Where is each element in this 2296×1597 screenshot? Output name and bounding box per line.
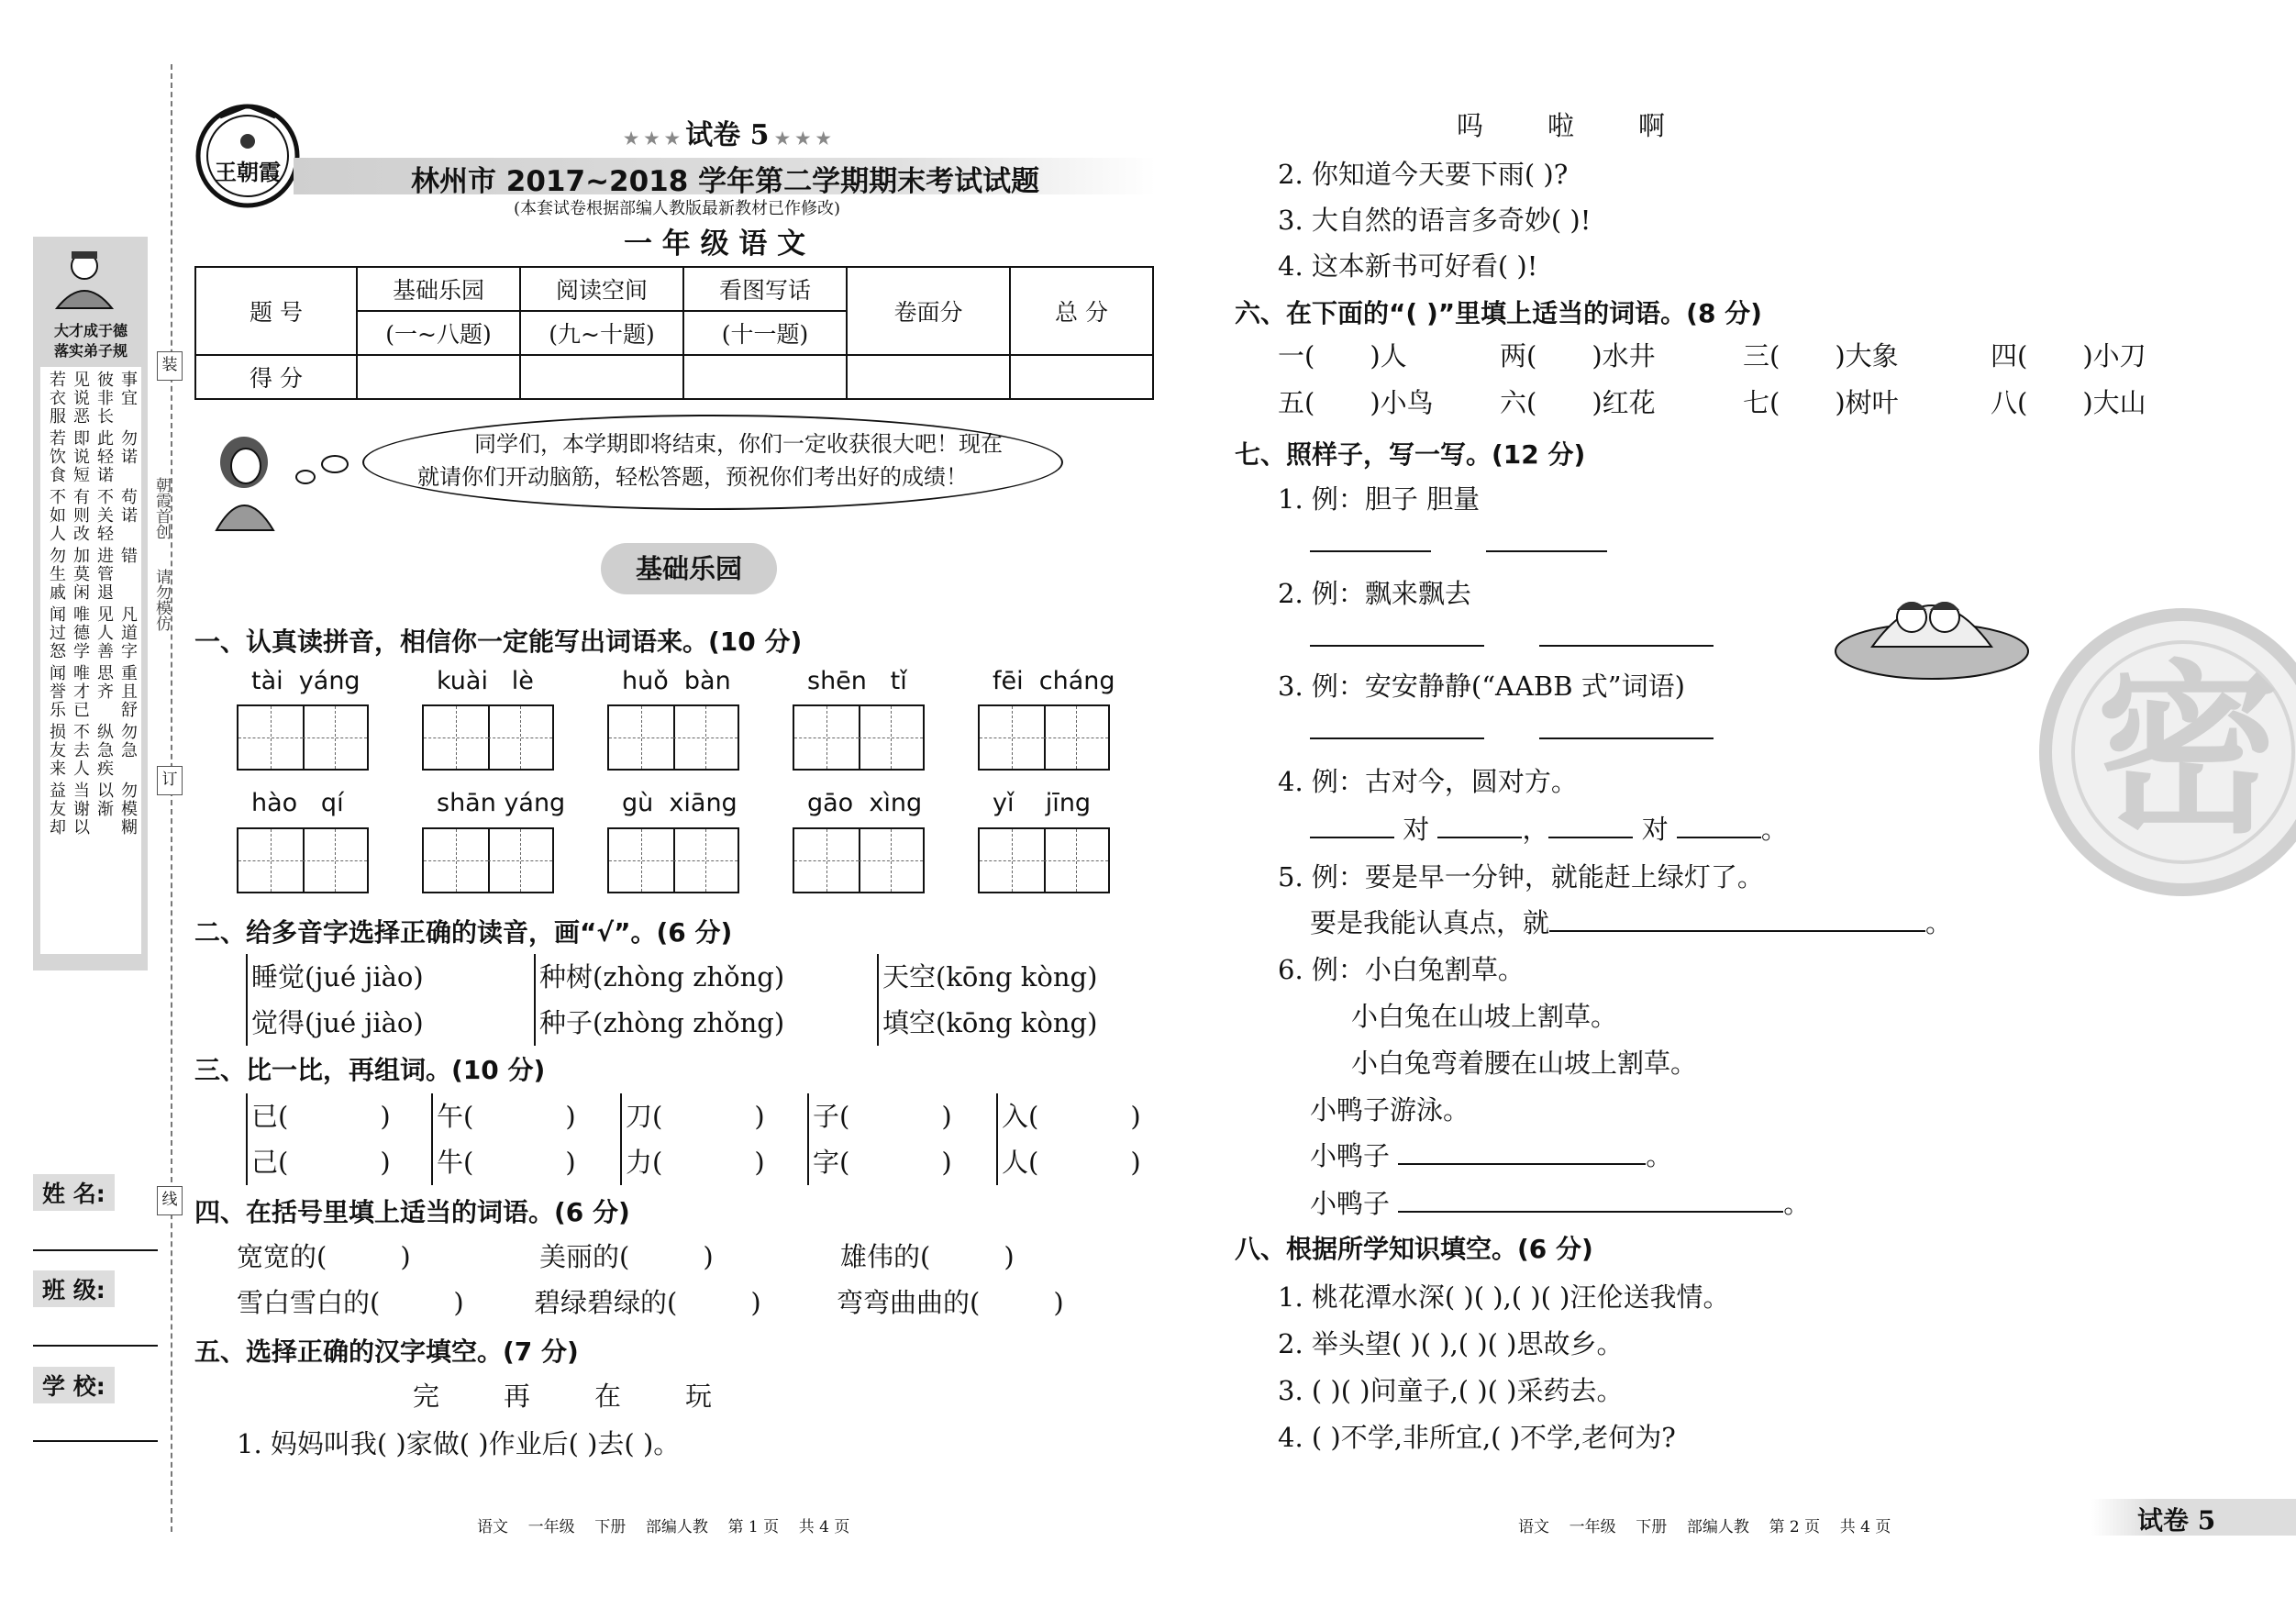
q7-blank[interactable] — [1677, 813, 1761, 838]
q7-example6: 6. 例：小白兔割草。 — [1278, 954, 1525, 985]
q7-blank[interactable] — [1398, 1139, 1646, 1165]
bubble-line2: 就请你们开动脑筋，轻松答题，预祝你们考出好的成绩！ — [417, 464, 968, 490]
q5-title: 五、选择正确的汉字填空。(7 分) — [194, 1336, 579, 1367]
q4-word: 宽宽的( — [237, 1241, 327, 1272]
q2-word: 种子(zhòng zhǒng) — [539, 1007, 785, 1038]
q1-title: 一、认真读拼音，相信你一定能写出词语来。(10 分) — [194, 627, 803, 657]
q7-example6-b: 小白兔弯着腰在山坡上割草。 — [1351, 1048, 1698, 1079]
q6-noun: )人 — [1370, 340, 1407, 372]
q6-noun: )小刀 — [2082, 340, 2146, 372]
q7-example3: 3. 例：安安静静(“AABB 式”词语) — [1278, 671, 1685, 702]
q2-group — [246, 954, 424, 1046]
motto-verse: 事宜 — [118, 371, 138, 407]
grid-guide — [891, 706, 892, 769]
footer-tag: 试卷 5 — [2137, 1505, 2216, 1536]
q6-noun: )树叶 — [1835, 387, 1899, 418]
q7-fill5[interactable]: 要是我能认真点，就 。 — [1310, 907, 1953, 938]
logo-text: 王朝霞 — [215, 159, 281, 185]
q5-item3[interactable]: 3. 大自然的语言多奇妙( )! — [1278, 205, 1592, 236]
q4-word: 碧绿碧绿的( — [534, 1287, 678, 1318]
paper-tag-text: 试卷 5 — [685, 119, 770, 151]
q2-word: 种树(zhòng zhǒng) — [539, 961, 785, 993]
q6-item[interactable] — [1500, 336, 1656, 373]
q4-item[interactable]: 宽宽的( ) — [237, 1241, 411, 1272]
motto-verse: 若衣服 — [47, 371, 66, 426]
q7-fill-word: 对 — [1641, 814, 1669, 845]
grid-guide — [826, 829, 827, 892]
q1-writing-grid[interactable] — [793, 704, 925, 771]
q6-noun: )小鸟 — [1370, 387, 1434, 418]
q6-item[interactable] — [1991, 383, 2146, 420]
score-cell[interactable] — [847, 355, 1010, 399]
score-row-label: 题 号 — [195, 267, 357, 355]
grid-guide — [705, 829, 706, 892]
motto-verse: 当谢以 — [71, 782, 90, 837]
q2-word: 天空(kōng kòng) — [882, 961, 1098, 993]
q7-fill-word: 对 — [1403, 814, 1430, 845]
class-label: 班 级: — [33, 1270, 115, 1307]
q3-char: 已( — [251, 1101, 289, 1132]
q2-group — [877, 954, 1097, 1046]
grid-guide — [641, 706, 642, 769]
q5-item2[interactable]: 2. 你知道今天要下雨( )? — [1278, 159, 1569, 190]
q6-noun: )水井 — [1592, 340, 1656, 372]
q6-numeral: 四( — [1991, 340, 2028, 372]
motto-verse: 见人善 — [94, 605, 114, 660]
q4-item[interactable]: 雪白雪白的( ) — [237, 1287, 464, 1318]
q4-item[interactable]: 美丽的( ) — [539, 1241, 714, 1272]
motto-verse: 不如人 — [47, 488, 66, 543]
motto-verse: 勿急 — [118, 723, 138, 760]
grid-guide — [641, 829, 642, 892]
score-col-name: 看图写话 — [683, 267, 847, 311]
motto-verse: 苟诺 — [118, 488, 138, 525]
motto-verse: 勿诺 — [118, 429, 138, 466]
q6-noun: )大山 — [2082, 387, 2146, 418]
grade-subject: 一 年 级 语 文 — [624, 227, 806, 261]
copyright-note: 请勿模仿 — [152, 569, 171, 631]
total-header: 总 分 — [1010, 267, 1153, 355]
q6-item[interactable] — [1743, 336, 1899, 373]
motto-verse: 此轻诺 — [94, 429, 114, 484]
q2-word: 睡觉(jué jiào) — [251, 961, 424, 993]
q6-item[interactable] — [1991, 336, 2146, 373]
grid-guide — [1012, 706, 1013, 769]
q2-item[interactable] — [251, 1000, 424, 1046]
q7-blank[interactable] — [1539, 738, 1714, 739]
score-col-range: (九~十题) — [520, 311, 683, 355]
q6-numeral: 一( — [1278, 340, 1315, 372]
q2-word: 填空(kōng kòng) — [882, 1007, 1098, 1038]
bubble-tail — [295, 470, 316, 484]
q5-option: 在 — [594, 1381, 622, 1412]
grid-guide — [271, 706, 272, 769]
q1-grid-cell[interactable] — [303, 706, 367, 769]
q6-numeral: 三( — [1743, 340, 1780, 372]
q3-item[interactable]: 牛( ) — [437, 1147, 576, 1178]
q1-grid-cell[interactable] — [488, 829, 552, 892]
cut-mark: 订 — [157, 766, 183, 795]
bubble-tail — [321, 455, 349, 473]
q1-writing-grid[interactable] — [607, 827, 739, 893]
score-col-range: (一~八题) — [357, 311, 520, 355]
q7-blank[interactable] — [1549, 906, 1925, 932]
publisher-logo — [193, 101, 303, 211]
motto-title-line2: 落实弟子规 — [53, 342, 128, 360]
q4-word: 雪白雪白的( — [237, 1287, 381, 1318]
q4-item[interactable]: 弯弯曲曲的( ) — [837, 1287, 1064, 1318]
motto-verse: 唯才已 — [71, 664, 90, 719]
q2-title: 二、给多音字选择正确的读音，画“√”。(6 分) — [194, 917, 733, 948]
exam-subtitle: (本套试卷根据部编人教版最新教材已作修改) — [514, 199, 841, 218]
q1-pinyin: fēi cháng — [993, 667, 1115, 695]
q1-grid-cell[interactable] — [980, 829, 1046, 892]
q6-item[interactable] — [1500, 383, 1656, 420]
q1-pinyin: gāo xìng — [807, 789, 923, 817]
motto-verse: 思齐 — [94, 664, 114, 701]
q7-blank[interactable] — [1310, 738, 1484, 739]
q1-grid-cell[interactable] — [794, 706, 860, 769]
q5-option: 啦 — [1547, 110, 1575, 141]
star-icon: ★ ★ ★ — [769, 129, 831, 149]
q3-pair — [246, 1093, 391, 1185]
q1-pinyin: shēn tǐ — [807, 667, 907, 695]
motto-verse: 唯德学 — [71, 605, 90, 660]
q6-title: 六、在下面的“( )”里填上适当的词语。(8 分) — [1235, 298, 1762, 328]
q1-pinyin: gù xiāng — [622, 789, 738, 817]
school-field[interactable] — [33, 1440, 158, 1442]
q3-char: 力( — [626, 1147, 663, 1178]
cut-mark: 装 — [157, 351, 183, 381]
q4-word: 弯弯曲曲的( — [837, 1287, 981, 1318]
q1-pinyin: kuài lè — [437, 667, 534, 695]
q2-group — [534, 954, 784, 1046]
q1-pinyin: tài yáng — [251, 667, 360, 695]
motto-verse: 加莫闲 — [71, 547, 90, 602]
q3-char: 牛( — [437, 1147, 474, 1178]
q3-char: 午( — [437, 1101, 474, 1132]
q1-writing-grid[interactable] — [978, 827, 1110, 893]
score-cell[interactable] — [357, 355, 520, 399]
q5-options1 — [413, 1376, 712, 1414]
q1-pinyin: hào qí — [251, 789, 344, 817]
bubble-text — [417, 427, 1023, 494]
q7-example4: 4. 例：古对今，圆对方。 — [1278, 766, 1578, 797]
q3-char: 字( — [813, 1147, 850, 1178]
score-cell[interactable] — [1010, 355, 1153, 399]
q5-options2 — [1457, 105, 1665, 143]
motto-verse: 错 — [118, 547, 138, 565]
q7-example2: 2. 例：飘来飘去 — [1278, 578, 1471, 609]
q7-fill4[interactable]: 对 ， 对 。 — [1310, 809, 1788, 847]
q4-item[interactable]: 碧绿碧绿的( ) — [534, 1287, 761, 1318]
q6-noun: )红花 — [1592, 387, 1656, 418]
q5-item1[interactable]: 1. 妈妈叫我( )家做( )作业后( )去( )。 — [237, 1428, 681, 1459]
q1-writing-grid[interactable] — [237, 827, 369, 893]
q1-grid-cell[interactable] — [488, 706, 552, 769]
q3-item[interactable]: 已( ) — [251, 1101, 391, 1132]
q3-char: 入( — [1002, 1101, 1039, 1132]
footer-left: 语文 一年级 下册 部编人教 第 1 页 共 4 页 — [477, 1518, 850, 1536]
q1-pinyin: shān yáng — [437, 789, 566, 817]
motto-verse: 以渐 — [94, 782, 114, 818]
q1-grid-cell[interactable] — [424, 706, 490, 769]
q7-example5: 5. 例：要是早一分钟，就能赶上绿灯了。 — [1278, 861, 1764, 893]
q6-item[interactable] — [1278, 336, 1407, 373]
grid-guide — [456, 829, 457, 892]
q5-option: 再 — [504, 1381, 531, 1412]
motto-verse: 不去人 — [71, 723, 90, 778]
q8-title: 八、根据所学知识填空。(6 分) — [1235, 1234, 1593, 1264]
motto-verse: 益友却 — [47, 782, 66, 837]
grid-guide — [520, 829, 521, 892]
paper-tag — [624, 112, 831, 152]
q4-word: 美丽的( — [539, 1241, 630, 1272]
q1-grid-cell[interactable] — [1044, 829, 1108, 892]
grid-guide — [1076, 829, 1077, 892]
q1-grid-cell[interactable] — [238, 706, 305, 769]
school-label: 学 校: — [33, 1367, 115, 1403]
q3-item[interactable]: 午( ) — [437, 1101, 576, 1132]
scholar-figure-icon — [48, 246, 121, 310]
q3-char: 己( — [251, 1147, 289, 1178]
q2-item[interactable] — [882, 1000, 1097, 1046]
q4-word: 雄伟的( — [840, 1241, 931, 1272]
q7-fill-word: 小鸭子 — [1310, 1188, 1391, 1219]
q3-item[interactable]: 己( ) — [251, 1147, 391, 1178]
motto-text — [40, 367, 141, 954]
motto-verse: 不关轻 — [94, 488, 114, 543]
score-col-name: 基础乐园 — [357, 267, 520, 311]
grid-guide — [456, 706, 457, 769]
q8-item1[interactable]: 1. 桃花潭水深( )( ),( )( )汪伦送我情。 — [1278, 1281, 1730, 1313]
q1-pinyin: huǒ bàn — [622, 667, 731, 695]
motto-verse: 若饮食 — [47, 429, 66, 484]
q1-grid-cell[interactable] — [673, 706, 738, 769]
q5-option: 完 — [413, 1381, 440, 1412]
grid-guide — [891, 829, 892, 892]
q1-grid-cell[interactable] — [238, 829, 305, 892]
q6-numeral: 八( — [1991, 387, 2028, 418]
q6-numeral: 六( — [1500, 387, 1537, 418]
q1-writing-grid[interactable] — [978, 704, 1110, 771]
grid-guide — [335, 706, 336, 769]
star-icon: ★ ★ ★ — [624, 129, 686, 149]
q6-numeral: 两( — [1500, 340, 1537, 372]
q7-blank[interactable] — [1437, 813, 1522, 838]
q1-writing-grid[interactable] — [422, 827, 554, 893]
q1-grid-cell[interactable] — [424, 829, 490, 892]
q7-blank[interactable] — [1398, 1187, 1783, 1213]
q1-writing-grid[interactable] — [793, 827, 925, 893]
q7-fill-word: 小鸭子 — [1310, 1140, 1391, 1171]
q7-fill-word: 要是我能认真点，就 — [1310, 907, 1550, 938]
q4-title: 四、在括号里填上适当的词语。(6 分) — [194, 1197, 630, 1227]
q1-grid-cell[interactable] — [794, 829, 860, 892]
q7-blank[interactable] — [1310, 813, 1394, 838]
q2-item[interactable] — [251, 954, 424, 1000]
q5-option: 吗 — [1457, 110, 1484, 141]
q3-item[interactable]: 子( ) — [813, 1101, 952, 1132]
motto-verse: 有则改 — [71, 488, 90, 543]
q2-item[interactable] — [539, 1000, 784, 1046]
q1-grid-cell[interactable] — [1044, 706, 1108, 769]
q3-char: 人( — [1002, 1147, 1039, 1178]
class-field[interactable] — [33, 1345, 158, 1347]
q3-char: 刀( — [626, 1101, 663, 1132]
q1-grid-cell[interactable] — [609, 706, 675, 769]
q3-title: 三、比一比，再组词。(10 分) — [194, 1055, 546, 1085]
q2-word: 觉得(jué jiào) — [251, 1007, 424, 1038]
q7-blank[interactable] — [1310, 550, 1431, 552]
q1-grid-cell[interactable] — [859, 829, 923, 892]
motto-verse: 纵急疾 — [94, 723, 114, 778]
score-col-name: 阅读空间 — [520, 267, 683, 311]
q2-item[interactable] — [539, 954, 784, 1000]
motto-verse: 进管退 — [94, 547, 114, 602]
q6-noun: )大象 — [1835, 340, 1899, 372]
q1-grid-cell[interactable] — [609, 829, 675, 892]
motto-verses — [42, 371, 139, 837]
q3-item[interactable]: 入( ) — [1002, 1101, 1141, 1132]
motto-verse: 即说短 — [71, 429, 90, 484]
q7-blank[interactable] — [1486, 550, 1607, 552]
q1-writing-grid[interactable] — [237, 704, 369, 771]
motto-verse: 凡道字 — [118, 605, 138, 660]
grid-guide — [1076, 706, 1077, 769]
cut-mark: 线 — [157, 1186, 183, 1215]
q6-item[interactable] — [1743, 383, 1899, 420]
grid-guide — [826, 706, 827, 769]
grid-guide — [271, 829, 272, 892]
bubble-line1: 同学们，本学期即将结束，你们一定收获很大吧！现在 — [474, 431, 1003, 457]
q1-grid-cell[interactable] — [859, 706, 923, 769]
name-label: 姓 名: — [33, 1174, 115, 1211]
secret-watermark-icon — [2023, 605, 2296, 899]
q3-pair — [996, 1093, 1141, 1185]
copyright-note: 朝霞首创 — [152, 477, 171, 539]
q1-grid-cell[interactable] — [303, 829, 367, 892]
score-col-range: (十一题) — [683, 311, 847, 355]
q6-item[interactable] — [1278, 383, 1434, 420]
score-table — [194, 266, 1154, 400]
q6-numeral: 七( — [1743, 387, 1780, 418]
q3-pair — [807, 1093, 952, 1185]
ufo-kids-illustration-icon — [1831, 573, 2033, 688]
teacher-illustration-icon — [204, 431, 286, 532]
q3-item[interactable]: 字( ) — [813, 1147, 952, 1178]
q7-example1: 1. 例：胆子 胆量 — [1278, 483, 1481, 515]
q3-item[interactable]: 刀( ) — [626, 1101, 765, 1132]
grid-guide — [705, 706, 706, 769]
q3-item[interactable]: 人( ) — [1002, 1147, 1141, 1178]
q7-example6-c: 小鸭子游泳。 — [1310, 1094, 1470, 1126]
q5-item4[interactable]: 4. 这本新书可好看( )! — [1278, 250, 1538, 282]
q7-fill6-d[interactable]: 小鸭子 。 — [1310, 1140, 1673, 1171]
motto-verse: 勿生戚 — [47, 547, 66, 602]
q7-blank[interactable] — [1539, 645, 1714, 647]
score-label: 得 分 — [195, 355, 357, 399]
q1-grid-cell[interactable] — [673, 829, 738, 892]
motto-verse: 闻誉乐 — [47, 664, 66, 719]
q7-blank[interactable] — [1310, 645, 1484, 647]
q1-writing-grid[interactable] — [607, 704, 739, 771]
paper-score-header: 卷面分 — [847, 267, 1010, 355]
grid-guide — [520, 706, 521, 769]
q5-option: 啊 — [1638, 110, 1666, 141]
q5-option: 玩 — [685, 1381, 713, 1412]
watermark-text: 密 — [2096, 645, 2280, 859]
section-banner: 基础乐园 — [601, 543, 777, 594]
motto-title-line1: 大才成于德 — [53, 322, 128, 339]
motto-verse: 彼非长 — [94, 371, 114, 426]
q4-item[interactable]: 雄伟的( ) — [840, 1241, 1015, 1272]
footer-right: 语文 一年级 下册 部编人教 第 2 页 共 4 页 — [1518, 1518, 1891, 1536]
q7-blank[interactable] — [1548, 813, 1633, 838]
motto-verse: 损友来 — [47, 723, 66, 778]
q3-item[interactable]: 力( ) — [626, 1147, 765, 1178]
q3-pair — [431, 1093, 576, 1185]
q8-item4[interactable]: 4. ( )不学,非所宜,( )不学,老何为? — [1278, 1422, 1676, 1453]
q7-example6-a: 小白兔在山坡上割草。 — [1351, 1001, 1618, 1032]
motto-verse: 闻过怒 — [47, 605, 66, 660]
q7-title: 七、照样子，写一写。(12 分) — [1235, 439, 1586, 470]
q8-item2[interactable]: 2. 举头望( )( ),( )( )思故乡。 — [1278, 1328, 1624, 1359]
grid-guide — [1012, 829, 1013, 892]
motto-verse: 勿模糊 — [118, 782, 138, 837]
q2-item[interactable] — [882, 954, 1097, 1000]
q3-pair — [620, 1093, 765, 1185]
motto-verse: 见说恶 — [71, 371, 90, 426]
score-cell[interactable] — [520, 355, 683, 399]
grid-guide — [335, 829, 336, 892]
q6-numeral: 五( — [1278, 387, 1315, 418]
q3-char: 子( — [813, 1101, 850, 1132]
name-field[interactable] — [33, 1249, 158, 1251]
q8-item3[interactable]: 3. ( )( )问童子,( )( )采药去。 — [1278, 1375, 1624, 1406]
q1-writing-grid[interactable] — [422, 704, 554, 771]
q1-grid-cell[interactable] — [980, 706, 1046, 769]
motto-verse: 重且舒 — [118, 664, 138, 719]
q1-pinyin: yǐ jīng — [993, 789, 1092, 817]
binding-dash-line — [171, 64, 172, 1532]
motto-title — [37, 321, 145, 361]
score-cell[interactable] — [683, 355, 847, 399]
q7-fill6-e[interactable]: 小鸭子 。 — [1310, 1188, 1811, 1219]
exam-title: 林州市 2017~2018 学年第二学期期末考试试题 — [411, 165, 1040, 198]
